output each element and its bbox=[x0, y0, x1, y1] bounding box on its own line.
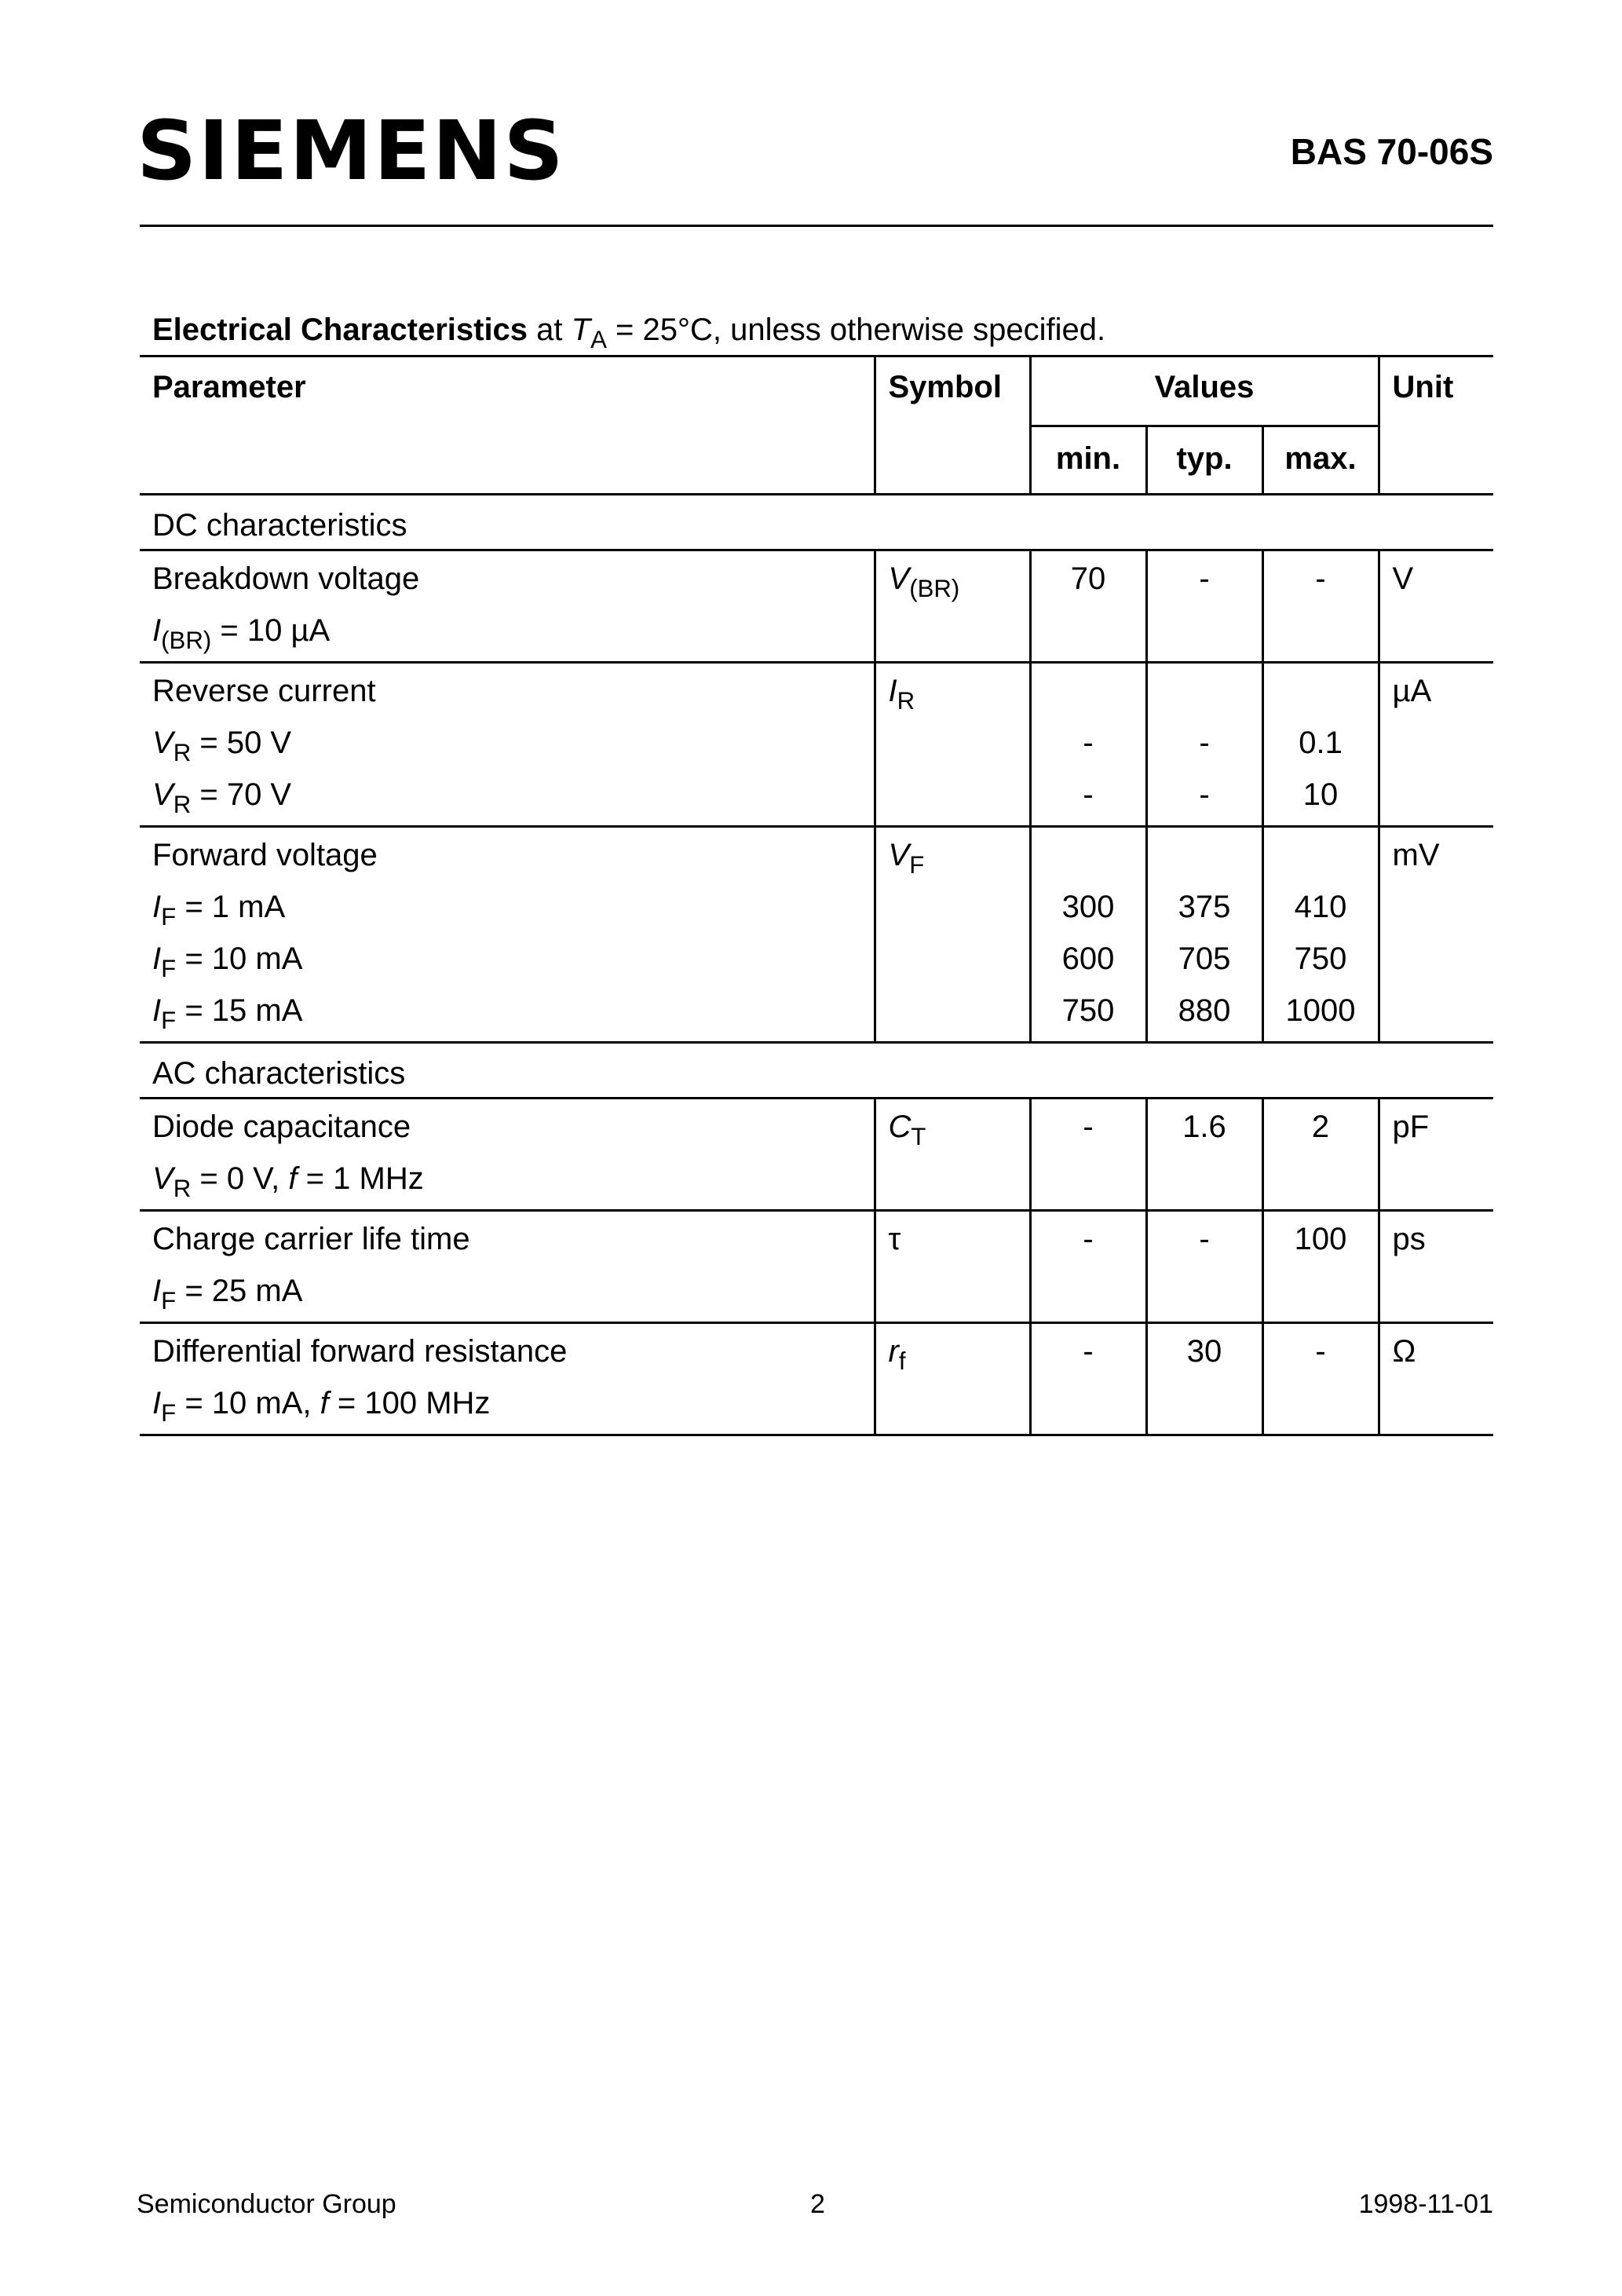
header-max: max. bbox=[1262, 426, 1379, 495]
param-condition: $I_F = 10$ mA, f = 100 MHz bbox=[152, 1386, 491, 1427]
header-unit: Unit bbox=[1379, 356, 1493, 495]
param-condition: $I_F = 25$ mA bbox=[152, 1274, 303, 1314]
unit-cell: ps bbox=[1392, 1222, 1426, 1256]
value-typ: - bbox=[1199, 1222, 1210, 1256]
symbol-cell: $V_F$ bbox=[888, 838, 925, 879]
caption-title: Electrical Characteristics bbox=[152, 313, 528, 347]
param-label: Breakdown voltage bbox=[152, 561, 420, 596]
param-condition: $V_R = 70$ V bbox=[152, 777, 292, 818]
caption-rest: = 25°C, unless otherwise specified. bbox=[616, 313, 1106, 347]
value-min: - bbox=[1083, 1222, 1094, 1256]
param-condition: $I_{(BR)} = 10$ µA bbox=[152, 613, 331, 654]
value-max: - bbox=[1315, 561, 1326, 596]
unit-cell: mV bbox=[1392, 838, 1440, 872]
param-condition: $V_R = 50$ V bbox=[152, 726, 292, 766]
value-max: 1000 bbox=[1285, 993, 1356, 1028]
footer-date: 1998-11-01 bbox=[1358, 2189, 1493, 2219]
value-min: - bbox=[1083, 726, 1094, 760]
caption-symbol-sub: A bbox=[590, 325, 607, 353]
param-label: Diode capacitance bbox=[152, 1110, 411, 1144]
value-max: - bbox=[1315, 1334, 1326, 1369]
header-symbol: Symbol bbox=[875, 356, 1030, 495]
header-values: Values bbox=[1030, 356, 1379, 426]
value-max: 0.1 bbox=[1299, 726, 1343, 760]
electrical-characteristics-table bbox=[140, 355, 1493, 1436]
value-max: 410 bbox=[1294, 890, 1347, 924]
unit-cell: V bbox=[1392, 561, 1414, 596]
symbol-cell: $r_f$ bbox=[888, 1334, 906, 1375]
value-min: 300 bbox=[1061, 890, 1115, 924]
unit-cell: µA bbox=[1392, 674, 1432, 708]
header-min: min. bbox=[1030, 426, 1146, 495]
caption-at: at bbox=[536, 313, 563, 347]
param-condition: $I_F = 1$ mA bbox=[152, 890, 286, 930]
table-row-forward-voltage bbox=[140, 827, 1493, 1043]
value-typ: - bbox=[1199, 561, 1210, 596]
param-label: Charge carrier life time bbox=[152, 1222, 470, 1256]
param-condition: $I_F = 10$ mA bbox=[152, 941, 303, 982]
param-condition: $V_R = 0$ V, f = 1 MHz bbox=[152, 1161, 424, 1202]
symbol-cell: $C_T$ bbox=[888, 1110, 926, 1150]
param-label: Reverse current bbox=[152, 674, 376, 708]
value-typ: 30 bbox=[1186, 1334, 1222, 1369]
value-typ: 375 bbox=[1178, 890, 1231, 924]
param-label: Forward voltage bbox=[152, 838, 378, 872]
part-number: BAS 70-06S bbox=[1290, 131, 1493, 172]
value-typ: 705 bbox=[1178, 941, 1231, 976]
value-typ: - bbox=[1199, 726, 1210, 760]
table-caption bbox=[152, 313, 1106, 353]
symbol-cell: $I_R$ bbox=[888, 674, 915, 715]
unit-cell: Ω bbox=[1392, 1334, 1416, 1369]
value-typ: - bbox=[1199, 777, 1210, 812]
brand-logo: SIEMENS bbox=[137, 103, 565, 199]
table-row-lifetime bbox=[140, 1211, 1493, 1323]
footer-company: Semiconductor Group bbox=[137, 2189, 396, 2219]
value-min: 750 bbox=[1061, 993, 1115, 1028]
table-row-breakdown bbox=[140, 550, 1493, 663]
value-max: 750 bbox=[1294, 941, 1347, 976]
param-condition: $I_F = 15$ mA bbox=[152, 993, 303, 1034]
table-row-resistance bbox=[140, 1323, 1493, 1435]
section-ac: AC characteristics bbox=[140, 1043, 1493, 1099]
value-min: - bbox=[1083, 777, 1094, 812]
value-typ: 880 bbox=[1178, 993, 1231, 1028]
value-min: - bbox=[1083, 1334, 1094, 1369]
value-max: 10 bbox=[1302, 777, 1339, 812]
param-label: Differential forward resistance bbox=[152, 1334, 568, 1369]
section-dc: DC characteristics bbox=[140, 495, 1493, 550]
caption-symbol: T bbox=[571, 313, 591, 347]
footer-page-number: 2 bbox=[810, 2189, 825, 2219]
unit-cell: pF bbox=[1392, 1110, 1430, 1144]
header-typ: typ. bbox=[1146, 426, 1262, 495]
value-max: 100 bbox=[1294, 1222, 1347, 1256]
value-min: - bbox=[1083, 1110, 1094, 1144]
value-typ: 1.6 bbox=[1182, 1110, 1226, 1144]
table-row-reverse-current bbox=[140, 663, 1493, 827]
value-min: 600 bbox=[1061, 941, 1115, 976]
symbol-cell: τ bbox=[888, 1222, 901, 1256]
table-row-capacitance bbox=[140, 1099, 1493, 1211]
value-min: 70 bbox=[1070, 561, 1106, 596]
symbol-cell: $V_{(BR)}$ bbox=[888, 561, 960, 602]
header-divider bbox=[140, 225, 1493, 227]
value-max: 2 bbox=[1311, 1110, 1330, 1144]
header-parameter: Parameter bbox=[140, 356, 875, 495]
